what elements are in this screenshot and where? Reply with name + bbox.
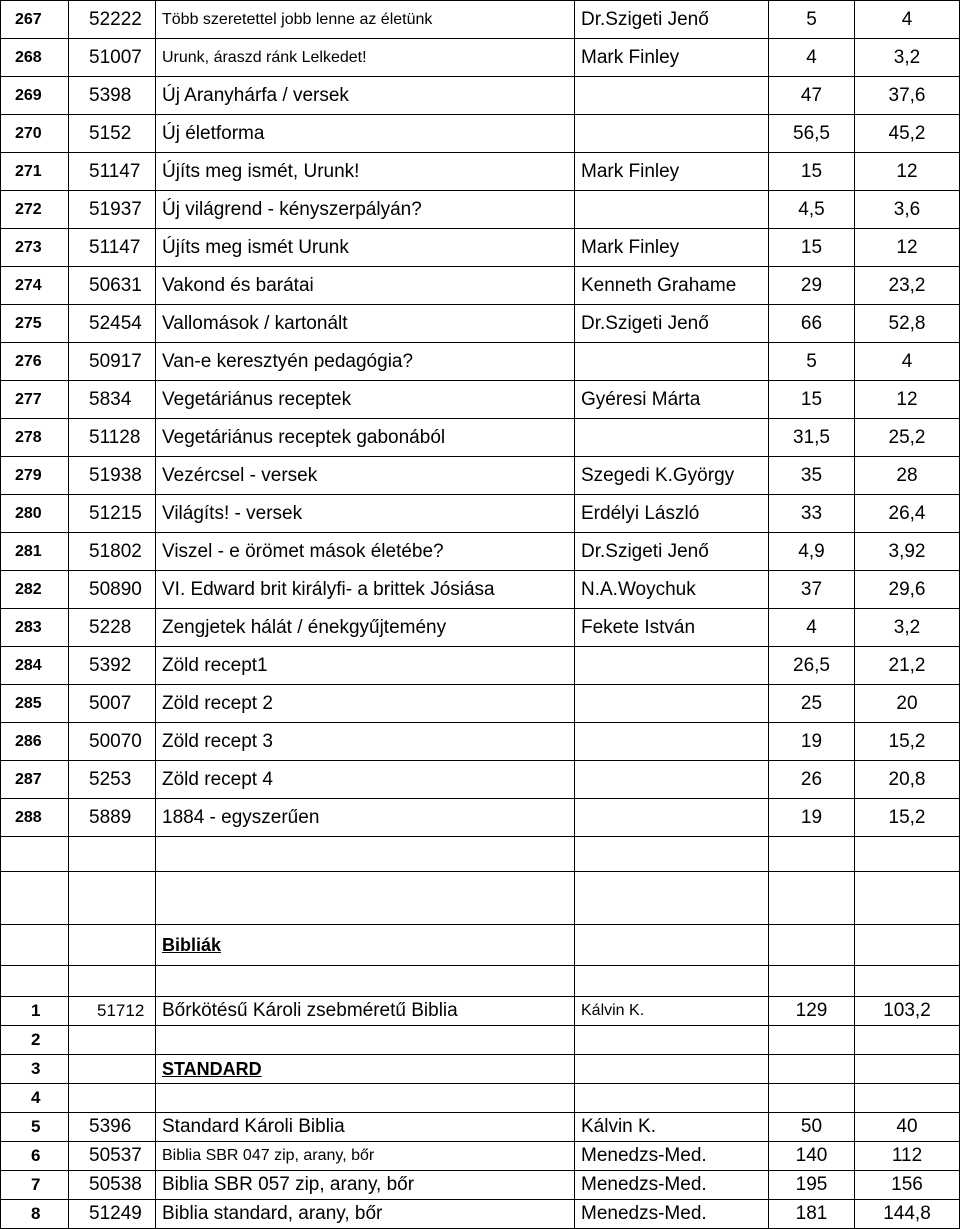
price-b: 15,2: [855, 723, 960, 761]
row-number: 284: [1, 647, 69, 685]
table-row: [1, 837, 960, 872]
price-b: 45,2: [855, 115, 960, 153]
price-b: 52,8: [855, 305, 960, 343]
book-title: Új világrend - kényszerpályán?: [156, 191, 575, 229]
item-code: [69, 966, 156, 997]
row-number: 4: [1, 1084, 69, 1113]
price-b: 4: [855, 343, 960, 381]
book-title: Biblia SBR 057 zip, arany, bőr: [156, 1171, 575, 1200]
price-b: [855, 837, 960, 872]
table-row: [1, 997, 960, 1026]
item-code: 5228: [69, 609, 156, 647]
row-number: 7: [1, 1171, 69, 1200]
table-row: [1, 685, 960, 723]
table-row: [1, 533, 960, 571]
item-code: [69, 1084, 156, 1113]
price-a: 19: [769, 799, 855, 837]
author: [575, 685, 769, 723]
price-b: 20: [855, 685, 960, 723]
price-a: [769, 872, 855, 925]
price-a: [769, 1084, 855, 1113]
row-number: 270: [1, 115, 69, 153]
author: [575, 799, 769, 837]
item-code: 50917: [69, 343, 156, 381]
item-code: 5398: [69, 77, 156, 115]
author: [575, 343, 769, 381]
price-b: 20,8: [855, 761, 960, 799]
author: [575, 872, 769, 925]
price-b: [855, 966, 960, 997]
price-b: [855, 872, 960, 925]
item-code: 52222: [69, 1, 156, 39]
row-number: 283: [1, 609, 69, 647]
book-title: Zöld recept 2: [156, 685, 575, 723]
author: Kenneth Grahame: [575, 267, 769, 305]
row-number: 278: [1, 419, 69, 457]
row-number: 285: [1, 685, 69, 723]
table-row: [1, 457, 960, 495]
row-number: [1, 837, 69, 872]
table-row: [1, 1055, 960, 1084]
author: Mark Finley: [575, 39, 769, 77]
item-code: [69, 1055, 156, 1084]
price-b: 23,2: [855, 267, 960, 305]
book-title: Standard Károli Biblia: [156, 1113, 575, 1142]
price-b: 112: [855, 1142, 960, 1171]
table-row: [1, 381, 960, 419]
item-code: 5834: [69, 381, 156, 419]
author: Menedzs-Med.: [575, 1142, 769, 1171]
price-a: 4,9: [769, 533, 855, 571]
book-title: Újíts meg ismét, Urunk!: [156, 153, 575, 191]
price-b: 25,2: [855, 419, 960, 457]
price-b: 144,8: [855, 1200, 960, 1229]
row-number: 287: [1, 761, 69, 799]
price-a: 37: [769, 571, 855, 609]
item-code: 51938: [69, 457, 156, 495]
item-code: 50538: [69, 1171, 156, 1200]
table-row: [1, 419, 960, 457]
table-row: [1, 267, 960, 305]
price-a: 26,5: [769, 647, 855, 685]
item-code: 51802: [69, 533, 156, 571]
table-row: [1, 1113, 960, 1142]
table-row: [1, 1200, 960, 1229]
price-b: 4: [855, 1, 960, 39]
author: Szegedi K.György: [575, 457, 769, 495]
price-a: 25: [769, 685, 855, 723]
price-a: 35: [769, 457, 855, 495]
book-title: Viszel - e örömet mások életébe?: [156, 533, 575, 571]
price-a: 15: [769, 153, 855, 191]
table-row: [1, 571, 960, 609]
book-title: [156, 1026, 575, 1055]
table-row: [1, 609, 960, 647]
table-row: [1, 1084, 960, 1113]
table-row: [1, 925, 960, 966]
item-code: [69, 837, 156, 872]
price-b: 12: [855, 381, 960, 419]
book-title: Vezércsel - versek: [156, 457, 575, 495]
item-code: 51249: [69, 1200, 156, 1229]
item-code: [69, 1026, 156, 1055]
table-row: [1, 343, 960, 381]
item-code: 51147: [69, 229, 156, 267]
author: Mark Finley: [575, 153, 769, 191]
price-a: 195: [769, 1171, 855, 1200]
row-number: 273: [1, 229, 69, 267]
price-a: [769, 1055, 855, 1084]
row-number: 274: [1, 267, 69, 305]
row-number: 275: [1, 305, 69, 343]
item-code: 50070: [69, 723, 156, 761]
row-number: 276: [1, 343, 69, 381]
price-b: 28: [855, 457, 960, 495]
item-code: 50890: [69, 571, 156, 609]
book-title: Zengjetek hálát / énekgyűjtemény: [156, 609, 575, 647]
price-a: 4: [769, 39, 855, 77]
table-row: [1, 229, 960, 267]
price-a: 4: [769, 609, 855, 647]
row-number: [1, 872, 69, 925]
book-title: Van-e keresztyén pedagógia?: [156, 343, 575, 381]
row-number: 277: [1, 381, 69, 419]
item-code: 5889: [69, 799, 156, 837]
book-title: Vakond és barátai: [156, 267, 575, 305]
author: Erdélyi László: [575, 495, 769, 533]
item-code: 5392: [69, 647, 156, 685]
price-a: 15: [769, 229, 855, 267]
row-number: 267: [1, 1, 69, 39]
book-title: Vallomások / kartonált: [156, 305, 575, 343]
item-code: 50631: [69, 267, 156, 305]
table-row: [1, 153, 960, 191]
price-a: 47: [769, 77, 855, 115]
book-title: STANDARD: [156, 1055, 575, 1084]
book-title: VI. Edward brit királyfi- a brittek Jósiása: [156, 571, 575, 609]
author: [575, 925, 769, 966]
author: N.A.Woychuk: [575, 571, 769, 609]
row-number: 268: [1, 39, 69, 77]
row-number: 281: [1, 533, 69, 571]
book-title: [156, 837, 575, 872]
item-code: 5152: [69, 115, 156, 153]
table-row: [1, 305, 960, 343]
book-title: Zöld recept 3: [156, 723, 575, 761]
author: Kálvin K.: [575, 997, 769, 1026]
price-a: 140: [769, 1142, 855, 1171]
row-number: 2: [1, 1026, 69, 1055]
price-a: 181: [769, 1200, 855, 1229]
author: [575, 191, 769, 229]
price-a: 4,5: [769, 191, 855, 229]
table-row: [1, 77, 960, 115]
author: [575, 1026, 769, 1055]
item-code: 51147: [69, 153, 156, 191]
price-a: 26: [769, 761, 855, 799]
row-number: 282: [1, 571, 69, 609]
row-number: 272: [1, 191, 69, 229]
author: Kálvin K.: [575, 1113, 769, 1142]
book-title: Több szeretettel jobb lenne az életünk: [156, 1, 575, 39]
author: [575, 761, 769, 799]
item-code: [69, 872, 156, 925]
price-b: 29,6: [855, 571, 960, 609]
author: Dr.Szigeti Jenő: [575, 1, 769, 39]
item-code: 52454: [69, 305, 156, 343]
table-row: [1, 115, 960, 153]
row-number: 286: [1, 723, 69, 761]
row-number: [1, 966, 69, 997]
item-code: 51007: [69, 39, 156, 77]
author: [575, 837, 769, 872]
price-a: [769, 925, 855, 966]
price-b: [855, 1055, 960, 1084]
table-row: [1, 761, 960, 799]
item-code: 50537: [69, 1142, 156, 1171]
price-a: 31,5: [769, 419, 855, 457]
price-a: 56,5: [769, 115, 855, 153]
item-code: 51937: [69, 191, 156, 229]
price-a: 5: [769, 343, 855, 381]
price-b: 3,2: [855, 39, 960, 77]
book-title: Bőrkötésű Károli zsebméretű Biblia: [156, 997, 575, 1026]
book-title: Zöld recept 4: [156, 761, 575, 799]
book-title: Új életforma: [156, 115, 575, 153]
price-a: [769, 837, 855, 872]
price-b: 21,2: [855, 647, 960, 685]
price-b: [855, 1026, 960, 1055]
row-number: 1: [1, 997, 69, 1026]
item-code: [69, 925, 156, 966]
table-row: [1, 647, 960, 685]
table-row: [1, 39, 960, 77]
price-a: 15: [769, 381, 855, 419]
book-title: Urunk, áraszd ránk Lelkedet!: [156, 39, 575, 77]
book-title: Új Aranyhárfa / versek: [156, 77, 575, 115]
author: [575, 77, 769, 115]
author: [575, 723, 769, 761]
price-a: 33: [769, 495, 855, 533]
price-b: 156: [855, 1171, 960, 1200]
table-row: [1, 1171, 960, 1200]
row-number: 279: [1, 457, 69, 495]
price-a: 5: [769, 1, 855, 39]
row-number: 288: [1, 799, 69, 837]
book-title: Zöld recept1: [156, 647, 575, 685]
author: Fekete István: [575, 609, 769, 647]
author: [575, 1084, 769, 1113]
table-row: [1, 872, 960, 925]
book-title: 1884 - egyszerűen: [156, 799, 575, 837]
book-title: [156, 966, 575, 997]
author: [575, 115, 769, 153]
item-code: 5396: [69, 1113, 156, 1142]
price-b: 15,2: [855, 799, 960, 837]
book-title: Biblia SBR 047 zip, arany, bőr: [156, 1142, 575, 1171]
row-number: 3: [1, 1055, 69, 1084]
row-number: [1, 925, 69, 966]
row-number: 5: [1, 1113, 69, 1142]
price-a: 66: [769, 305, 855, 343]
author: Menedzs-Med.: [575, 1171, 769, 1200]
author: [575, 419, 769, 457]
author: Gyéresi Márta: [575, 381, 769, 419]
row-number: 280: [1, 495, 69, 533]
author: Dr.Szigeti Jenő: [575, 305, 769, 343]
price-b: 37,6: [855, 77, 960, 115]
book-title: Vegetáriánus receptek gabonából: [156, 419, 575, 457]
price-b: 12: [855, 229, 960, 267]
price-a: 129: [769, 997, 855, 1026]
price-b: [855, 1084, 960, 1113]
price-a: 19: [769, 723, 855, 761]
item-code: 5253: [69, 761, 156, 799]
table-row: [1, 723, 960, 761]
book-title: Újíts meg ismét Urunk: [156, 229, 575, 267]
price-b: [855, 925, 960, 966]
author: Dr.Szigeti Jenő: [575, 533, 769, 571]
author: [575, 966, 769, 997]
author: Menedzs-Med.: [575, 1200, 769, 1229]
section-heading: Bibliák: [156, 925, 575, 966]
table-row: [1, 1142, 960, 1171]
book-title: Vegetáriánus receptek: [156, 381, 575, 419]
table-row: [1, 495, 960, 533]
item-code: 51215: [69, 495, 156, 533]
item-code: 51712: [69, 997, 156, 1026]
price-b: 3,6: [855, 191, 960, 229]
item-code: 5007: [69, 685, 156, 723]
book-title: [156, 1084, 575, 1113]
table-row: [1, 191, 960, 229]
row-number: 269: [1, 77, 69, 115]
row-number: 6: [1, 1142, 69, 1171]
price-b: 3,92: [855, 533, 960, 571]
price-b: 12: [855, 153, 960, 191]
table-row: [1, 1026, 960, 1055]
author: Mark Finley: [575, 229, 769, 267]
table-row: [1, 799, 960, 837]
price-b: 26,4: [855, 495, 960, 533]
price-a: 29: [769, 267, 855, 305]
price-b: 3,2: [855, 609, 960, 647]
price-a: [769, 1026, 855, 1055]
table-row: [1, 966, 960, 997]
author: [575, 1055, 769, 1084]
row-number: 271: [1, 153, 69, 191]
row-number: 8: [1, 1200, 69, 1229]
price-b: 103,2: [855, 997, 960, 1026]
author: [575, 647, 769, 685]
price-a: [769, 966, 855, 997]
price-b: 40: [855, 1113, 960, 1142]
item-code: 51128: [69, 419, 156, 457]
price-a: 50: [769, 1113, 855, 1142]
book-title: Biblia standard, arany, bőr: [156, 1200, 575, 1229]
book-title: [156, 872, 575, 925]
table-row: [1, 1, 960, 39]
book-title: Világíts! - versek: [156, 495, 575, 533]
